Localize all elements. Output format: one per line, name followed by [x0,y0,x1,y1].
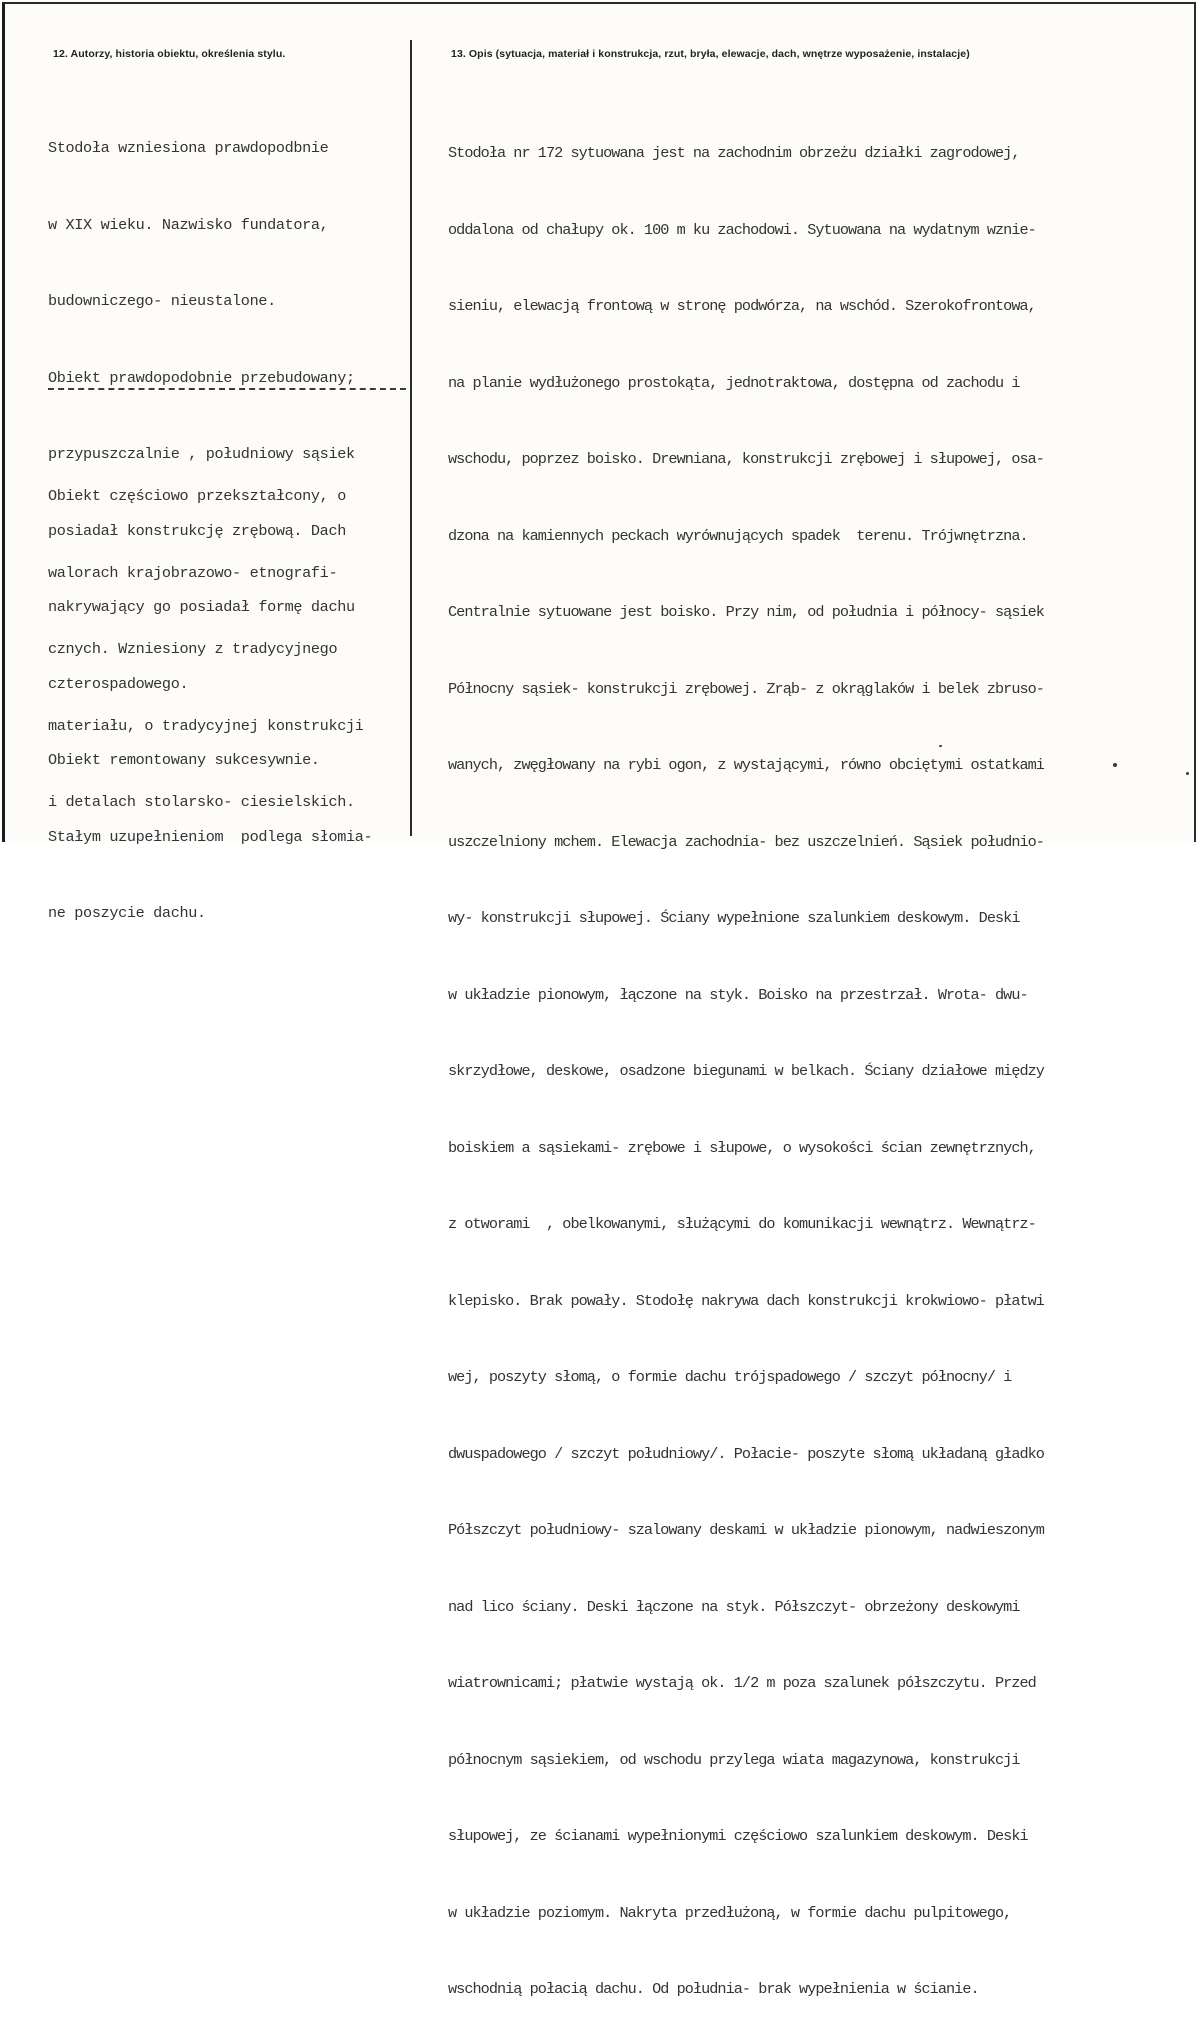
description-line: skrzydłowe, deskowe, osadzone biegunami w belkach. Ściany działowe między [448,1062,1044,1080]
history-line: Stodoła wzniesiona prawdopodbnie [48,139,329,157]
description-line: Stodoła nr 172 sytuowana jest na zachodnim obrzeżu działki zagrodowej, [448,144,1020,162]
description-line: północnym sąsiekiem, od wschodu przylega wiata magazynowa, konstrukcji [448,1750,1020,1769]
section-12-header: 12. Autorzy, historia obiektu, określenia stylu. [53,48,286,60]
description-line: sieniu, elewacją frontową w stronę podwórza, na wschód. Szerokofrontowa, [448,297,1036,315]
history-line: Obiekt prawdopodobnie przebudowany; [48,368,355,387]
column-divider [410,40,412,836]
description-line: dwuspadowego / szczyt południowy/. Połacie- poszyte słomą układaną gładko [448,1444,1044,1463]
history-line: posiadał konstrukcję zrębową. Dach [48,521,346,540]
assessment-line: Obiekt częściowo przekształcony, o [48,487,346,505]
description-line: w układzie poziomym. Nakryta przedłużoną, w formie dachu pulpitowego, [448,1903,1012,1922]
history-line: czterospadowego. [48,674,189,693]
description-line: uszczelniony mchem. Elewacja zachodnia- bez uszczelnień. Sąsiek południo- [448,832,1044,851]
assessment-line: materiału, o tradycyjnej konstrukcji [48,716,364,735]
assessment-line: i detalach stolarsko- ciesielskich. [48,793,355,811]
history-line: budowniczego- nieustalone. [48,292,276,310]
section-13-header: 13. Opis (sytuacja, materiał i konstrukcja, rzut, bryła, elewacje, dach, wnętrze wyposażenie, instalacje) [451,48,970,60]
history-line: Stałym uzupełnieniom podlega słomia- [48,827,373,846]
assessment-line: walorach krajobrazowo- etnografi- [48,563,338,582]
description-line: oddalona od chałupy ok. 100 m ku zachodowi. Sytuowana na wydatnym wznie- [448,220,1036,239]
description-line: Centralnie sytuowane jest boisko. Przy nim, od południa i północy- sąsiek [448,603,1044,621]
description-line: słupowej, ze ścianami wypełnionymi częściowo szalunkiem deskowym. Deski [448,1827,1028,1845]
assessment-line: cznych. Wzniesiony z tradycyjnego [48,640,338,658]
description-line: na planie wydłużonego prostokąta, jednotraktowa, dostępna od zachodu i [448,373,1020,392]
description-line: Półszczyt południowy- szalowany deskami w układzie pionowym, nadwieszonym [448,1521,1044,1539]
description-line: dzona na kamiennych peckach wyrównujących spadek terenu. Trójwnętrzna. [448,526,1028,545]
description-line: w układzie pionowym, łączone na styk. Boisko na przestrzał. Wrota- dwu- [448,985,1028,1004]
description-line: Północny sąsiek- konstrukcji zrębowej. Zrąb- z okrąglaków i belek zbruso- [448,679,1044,698]
history-line: w XIX wieku. Nazwisko fundatora, [48,215,329,234]
description-line: wanych, zwęgłowany na rybi ogon, z wystającymi, równo obciętymi ostatkami [448,756,1044,774]
description-line: wej, poszyty słomą, o formie dachu trójspadowego / szczyt północny/ i [448,1368,1012,1386]
history-line: ne poszycie dachu. [48,904,206,922]
dashed-separator [48,388,406,390]
history-line: Obiekt remontowany sukcesywnie. [48,751,320,769]
description-line: wy- konstrukcji słupowej. Ściany wypełnione szalunkiem deskowym. Deski [448,909,1020,927]
history-line: przypuszczalnie , południowy sąsiek [48,445,355,463]
ink-speck [1186,772,1189,775]
assessment-text [48,433,364,841]
description-line: klepisko. Brak powały. Stodołę nakrywa dach konstrukcji krokwiowo- płatwi [448,1291,1044,1310]
description-line: nad lico ściany. Deski łączone na styk. Półszczyt- obrzeżony deskowymi [448,1597,1020,1616]
description-line: wiatrownicami; płatwie wystają ok. 1/2 m poza szalunek półszczytu. Przed [448,1674,1036,1692]
ink-speck [939,745,942,747]
description-line: z otworami , obelkowanymi, służącymi do komunikacji wewnątrz. Wewnątrz- [448,1215,1036,1233]
description-line: wschodnią połacią dachu. Od południa- brak wypełnienia w ścianie. [448,1980,979,1998]
ink-speck [1113,763,1117,767]
description-line: wschodu, poprzez boisko. Drewniana, konstrukcji zrębowej i słupowej, osa- [448,450,1044,468]
history-line: nakrywający go posiadał formę dachu [48,598,355,616]
description-text [448,90,1044,2028]
description-line: boiskiem a sąsiekami- zrębowe i słupowe, o wysokości ścian zewnętrznych, [448,1138,1036,1157]
